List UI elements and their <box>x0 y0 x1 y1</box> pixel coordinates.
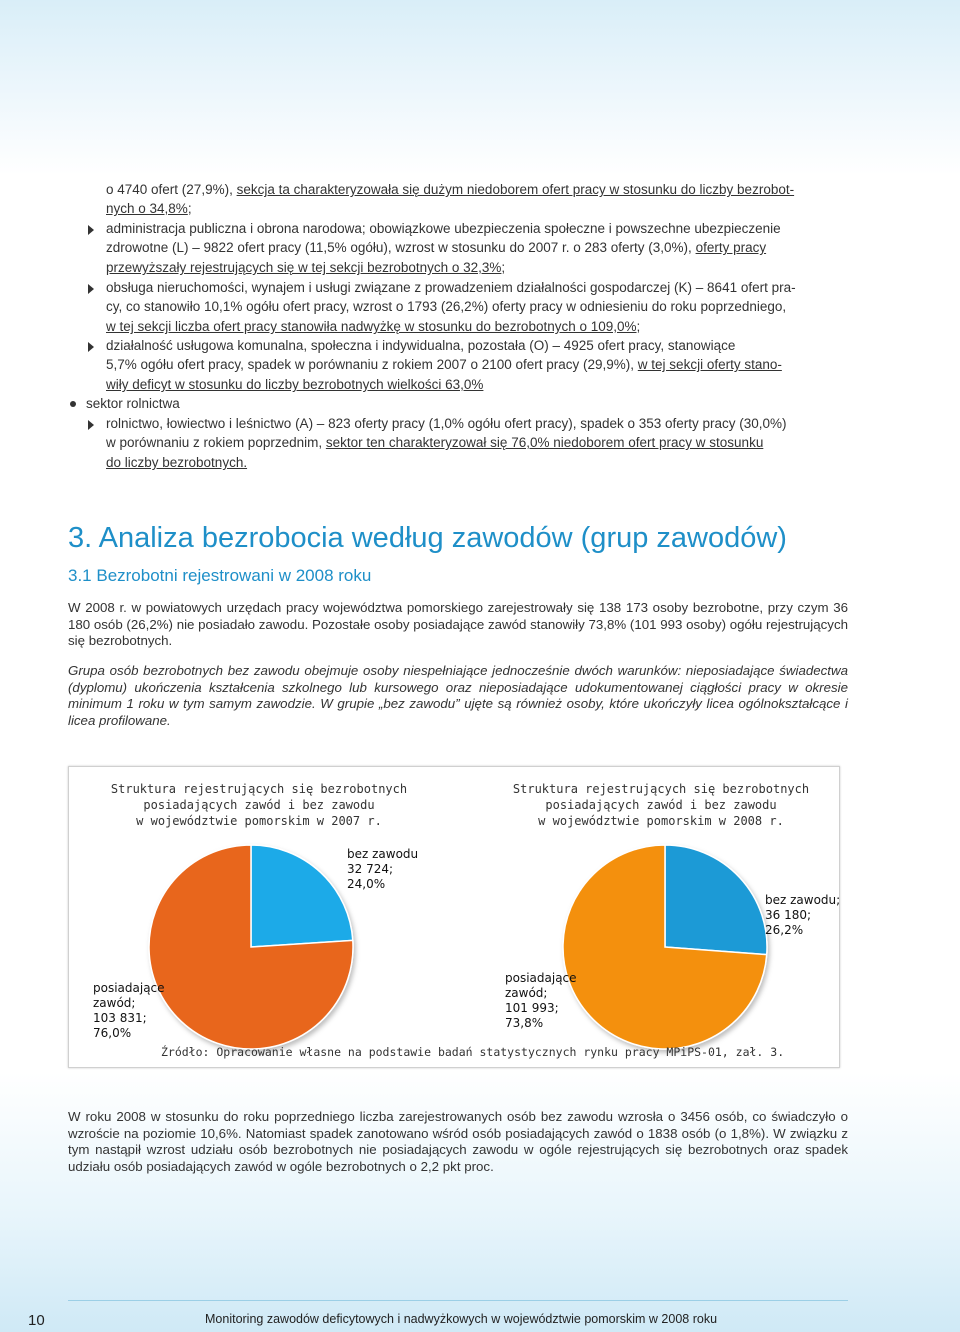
pie-label-2007-bez-zawodu <box>347 847 418 892</box>
intro-line <box>106 435 763 450</box>
intro-line <box>106 280 796 295</box>
text-segment: rolnictwo, łowiectwo i leśnictwo (A) – 823 oferty pracy (1,0% ogółu ofert pracy), spadek o 353 oferty pracy (30,0%) <box>106 416 787 431</box>
text-segment: w porównaniu z rokiem poprzednim, <box>106 435 326 450</box>
intro-line <box>106 377 483 392</box>
intro-line <box>106 182 794 197</box>
pie-charts-svg <box>69 767 839 1067</box>
pie-label-2008-posiadajace <box>505 971 577 1031</box>
label-line: 26,2% <box>765 923 804 937</box>
chart-source: Źródło: Opracowanie własne na podstawie badań statystycznych rynku pracy MPiPS-01, zał. 3. <box>161 1045 785 1059</box>
arrow-bullet-icon <box>88 420 94 430</box>
section-subheading: 3.1 Bezrobotni rejestrowani w 2008 roku <box>68 566 372 585</box>
intro-line <box>106 201 192 216</box>
pie-label-2008-bez-zawodu <box>765 893 840 938</box>
underlined-text: sekcja ta charakteryzowała się dużym niedoborem ofert pracy w stosunku do liczby bezrobot- <box>236 182 795 197</box>
chart-title-line: posiadających zawód i bez zawodu <box>143 798 375 812</box>
chart-title-line: w województwie pomorskim w 2007 r. <box>136 814 382 828</box>
label-line: 32 724; <box>347 862 394 876</box>
intro-line <box>106 416 787 431</box>
text-segment: o 4740 ofert (27,9%), <box>106 182 237 197</box>
intro-line <box>106 299 786 314</box>
intro-line <box>106 357 782 372</box>
underlined-text: wiły deficyt w stosunku do liczby bezrobotnych wielkości 63,0% <box>106 377 484 392</box>
paragraph-text: W roku 2008 w stosunku do roku poprzedniego liczba zarejestrowanych osób bez zawodu wzrosła o 3456 osób, co świadczyło o wzroście na poziomie 10,6%. Natomiast spadek zanotowano wśród osób posiadających zawód o 1838 osób (o 1,8%). W związku z tym nastąpił wzrost udziału osób bezrobotnych nie posiadających zawodu w ogóle rejestrujących się bezrobotnych oraz spadek udziału osób posiadających zawód w ogóle bezrobotnych o 2,2 pkt proc. <box>68 1109 848 1174</box>
section-heading: 3. Analiza bezrobocia według zawodów (grup zawodów) <box>68 522 787 554</box>
underlined-text: nych o 34,8% <box>106 201 188 216</box>
paragraph-change <box>68 1109 848 1175</box>
arrow-bullet-icon <box>88 284 94 294</box>
text-segment: ; <box>501 260 506 275</box>
intro-line <box>106 455 247 470</box>
text-segment: obsługa nieruchomości, wynajem i usługi związane z prowadzeniem działalności gospodarczej (K) – 8641 ofert pra- <box>106 280 796 295</box>
pie-chart-2008 <box>563 845 767 1049</box>
text-segment: 5,7% ogółu ofert pracy, spadek w porównaniu z rokiem 2007 o 2100 ofert pracy (29,9%), <box>106 357 638 372</box>
underlined-text: przewyższały rejestrujących się w tej sekcji bezrobotnych o 32,3% <box>106 260 502 275</box>
chart-title-line: Struktura rejestrujących się bezrobotnych <box>512 782 810 796</box>
chart-title-line: posiadających zawód i bez zawodu <box>545 798 777 812</box>
label-line: zawód; <box>93 996 136 1010</box>
chart-title-line: w województwie pomorskim w 2008 r. <box>538 814 784 828</box>
pie-label-2007-posiadajace <box>93 981 165 1041</box>
underlined-text: oferty pracy <box>695 240 767 255</box>
pie-charts-panel <box>68 766 840 1068</box>
paragraph-text: W 2008 r. w powiatowych urzędach pracy województwa pomorskiego zarejestrowały się 138 173 osoby bezrobotne, przy czym 36 180 osób (26,2%) nie posiadało zawodu. Pozostałe osoby posiadające zawód stanowiły 73,8% (101 993 osoby) ogółu rejestrujących się bezrobotnych. <box>68 600 848 648</box>
label-line: 24,0% <box>347 877 386 891</box>
label-line: 101 993; <box>505 1001 559 1015</box>
label-line: posiadające <box>505 971 577 985</box>
text-segment: działalność usługowa komunalna, społeczna i indywidualna, pozostała (O) – 4925 ofert pracy, stanowiące <box>106 338 736 353</box>
page-number: 10 <box>28 1312 45 1329</box>
underlined-text: w tej sekcji liczba ofert pracy stanowiła nadwyżkę w stosunku do bezrobotnych o 109,0% <box>106 319 637 334</box>
footer-title: Monitoring zawodów deficytowych i nadwyżkowych w województwie pomorskim w 2008 roku <box>205 1312 718 1326</box>
intro-line <box>86 396 180 411</box>
label-line: posiadające <box>93 981 165 995</box>
intro-line <box>106 221 781 236</box>
text-segment: sektor rolnictwa <box>86 396 180 411</box>
round-bullet-icon <box>70 401 76 407</box>
text-segment: ; <box>187 201 192 216</box>
text-segment: administracja publiczna i obrona narodowa; obowiązkowe ubezpieczenia społeczne i powszechne ubezpieczenie <box>106 221 781 236</box>
paragraph-text: Grupa osób bezrobotnych bez zawodu obejmuje osoby niespełniające jednocześnie dwóch warunków: nieposiadające świadectwa (dyplomu) ukończenia kształcenia szkolnego lub kursowego oraz nieposiadające udokumentowanej ciągłości pracy w okresie minimum 1 roku w tym samym zawodzie. W grupie „bez zawodu” ujęte są również osoby, które ukończyły licea ogólnokształcące i licea profilowane. <box>68 663 848 728</box>
pie-slice-bez-zawodu <box>665 845 767 955</box>
chart-title-line: Struktura rejestrujących się bezrobotnych <box>110 782 408 796</box>
paragraph-definition <box>68 663 848 729</box>
underlined-text: sektor ten charakteryzował się 76,0% niedoborem ofert pracy w stosunku <box>325 435 764 450</box>
text-segment: cy, co stanowiło 10,1% ogółu ofert pracy, wzrost o 1793 (26,2%) oferty pracy w odniesieniu do roku poprzedniego, <box>106 299 787 314</box>
label-line: bez zawodu <box>347 847 419 861</box>
label-line: 36 180; <box>765 908 812 922</box>
underlined-text: w tej sekcji oferty stano- <box>637 357 782 372</box>
pie-chart-2007 <box>149 845 353 1049</box>
label-line: 103 831; <box>93 1011 147 1025</box>
intro-line <box>106 240 766 255</box>
intro-line <box>106 338 735 353</box>
label-line: 73,8% <box>505 1016 544 1030</box>
text-segment: zdrowotne (L) – 9822 ofert pracy (11,5% ogółu), wzrost w stosunku do 2007 r. o 283 oferty (3,0%), <box>106 240 696 255</box>
intro-line <box>106 260 505 275</box>
arrow-bullet-icon <box>88 225 94 235</box>
footer-divider <box>68 1300 848 1301</box>
top-gradient-band <box>0 0 960 175</box>
underlined-text: do liczby bezrobotnych. <box>106 455 248 470</box>
arrow-bullet-icon <box>88 342 94 352</box>
text-segment: ; <box>636 319 641 334</box>
label-line: 76,0% <box>93 1026 132 1040</box>
paragraph-registered <box>68 600 848 650</box>
intro-line <box>106 319 640 334</box>
label-line: bez zawodu; <box>765 893 841 907</box>
label-line: zawód; <box>505 986 548 1000</box>
pie-slice-bez-zawodu <box>251 845 353 947</box>
